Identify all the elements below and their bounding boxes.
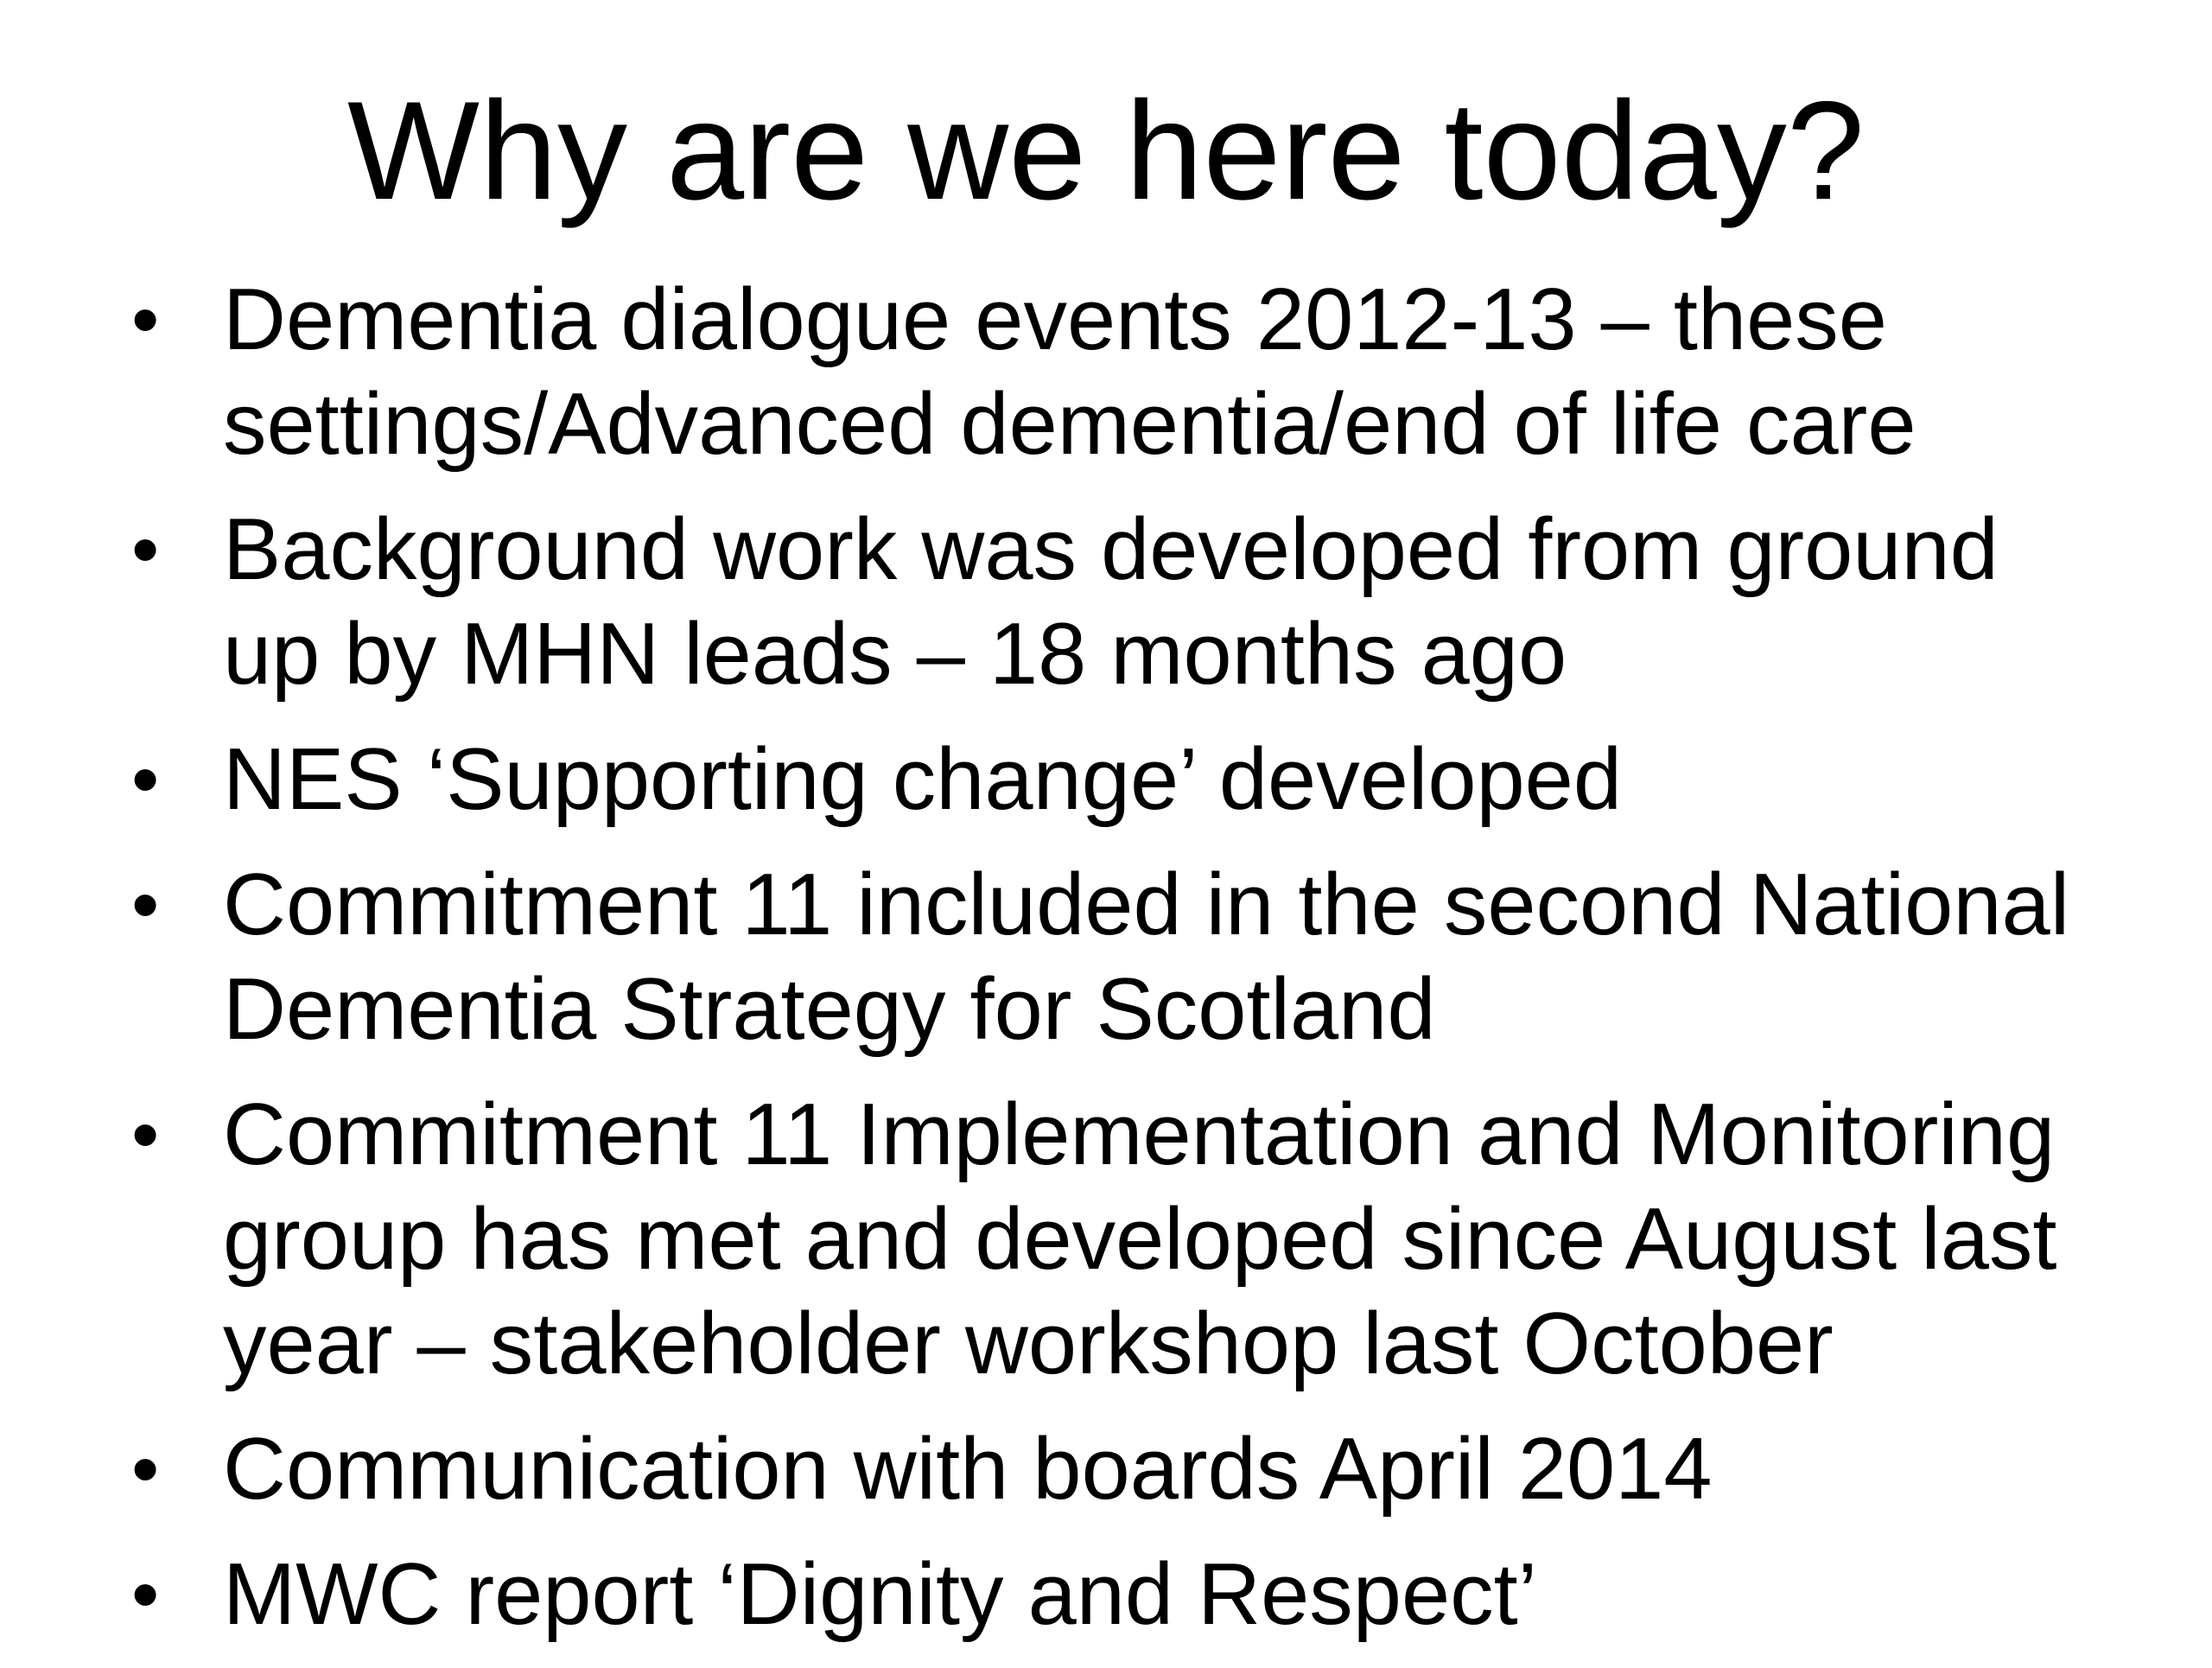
bullet-text-line: Dementia dialogue events 2012-13 – these — [223, 271, 1887, 368]
bullet-marker: • — [131, 735, 160, 824]
bullet-text-line: Commitment 11 Implementation and Monitoring — [223, 1086, 2056, 1183]
bullet-marker: • — [131, 1091, 160, 1179]
bullet-marker: • — [131, 276, 160, 364]
bullet-item-dialogue-events — [0, 268, 2212, 477]
bullet-text-line: up by MHN leads – 18 months ago — [223, 606, 1567, 703]
bullet-marker: • — [131, 506, 160, 594]
bullet-marker: • — [131, 1425, 160, 1513]
bullet-marker: • — [131, 1550, 160, 1639]
bullet-item-communication-boards — [0, 1417, 2212, 1522]
bullet-item-background-work — [0, 498, 2212, 707]
bullet-text-line: group has met and developed since August last — [223, 1191, 2057, 1288]
bullet-item-nes-supporting-change — [0, 728, 2212, 832]
bullet-text-line: NES ‘Supporting change’ developed — [223, 731, 1623, 828]
bullet-text-line: Background work was developed from ground — [223, 501, 1999, 598]
bullet-item-mwc-report — [0, 1543, 2212, 1647]
bullet-item-commitment-11-group — [0, 1083, 2212, 1397]
bullet-text-line: MWC report ‘Dignity and Respect’ — [223, 1546, 1538, 1643]
bullet-item-commitment-11-strategy — [0, 853, 2212, 1062]
bullet-text-line: Commitment 11 included in the second National — [223, 856, 2070, 953]
bullet-text-line: Communication with boards April 2014 — [223, 1421, 1713, 1518]
bullet-text-line: settings/Advanced dementia/end of life care — [223, 376, 1916, 473]
bullet-marker: • — [131, 861, 160, 949]
bullet-text-line: Dementia Strategy for Scotland — [223, 961, 1436, 1058]
bullet-text-line: year – stakeholder workshop last October — [223, 1296, 1834, 1392]
slide-title: Why are we here today? — [347, 73, 1865, 229]
bullet-list — [0, 268, 2212, 1668]
